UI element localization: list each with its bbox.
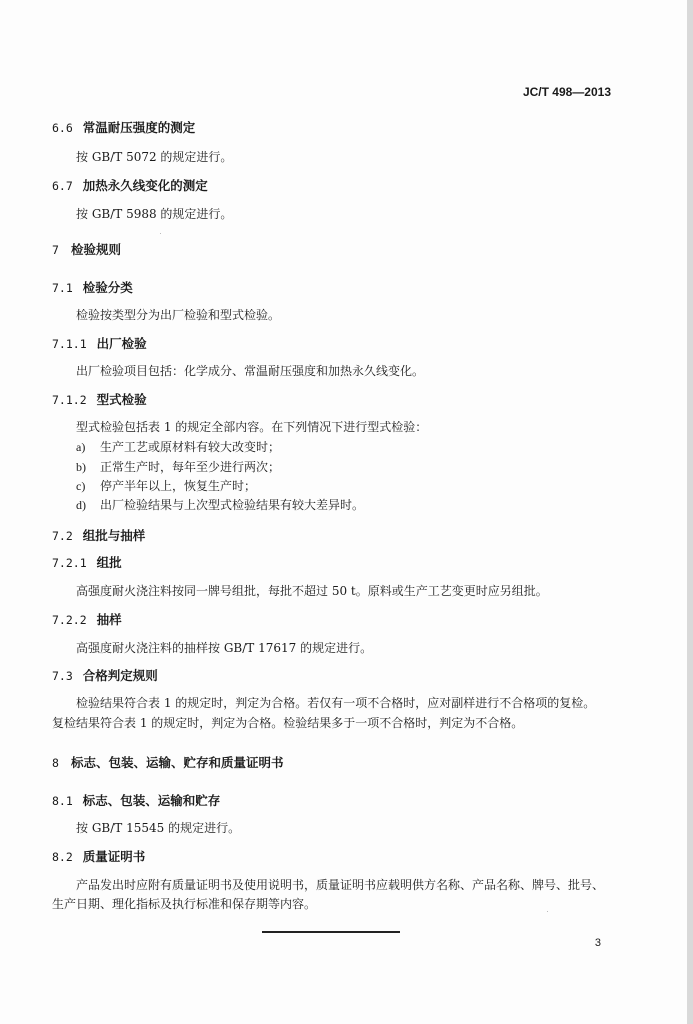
scan-speck [547, 911, 548, 912]
section-number: 6.6 [52, 121, 73, 135]
list-item [76, 458, 280, 475]
section-title: 常温耐压强度的测定 [82, 120, 196, 135]
heading-7-3 [52, 666, 158, 684]
paragraph-7-2-2: 高强度耐火浇注料的抽样按 GB/T 17617 的规定进行。 [76, 641, 373, 655]
section-title: 质量证明书 [82, 849, 146, 864]
list-item [76, 496, 364, 513]
section-title: 抽样 [96, 612, 122, 627]
heading-6-7 [52, 176, 208, 194]
list-marker: b) [76, 460, 86, 474]
paragraph-7-1-2: 型式检验包括表 1 的规定全部内容。在下列情况下进行型式检验： [76, 420, 428, 434]
section-title: 检验规则 [70, 242, 121, 257]
paragraph-7-2-1: 高强度耐火浇注料按同一牌号组批，每批不超过 50 t。原料或生产工艺变更时应另组批。 [76, 584, 548, 598]
paragraph-6-7: 按 GB/T 5988 的规定进行。 [76, 207, 233, 221]
page-edge [687, 0, 693, 1024]
standard-code: JC/T 498—2013 [522, 85, 611, 99]
section-title: 合格判定规则 [82, 668, 158, 683]
heading-7-1 [52, 278, 133, 296]
paragraph-7-3-line1: 检验结果符合表 1 的规定时，判定为合格。若仅有一项不合格时，应对副样进行不合格项的复检。 [76, 696, 596, 710]
section-number: 6.7 [52, 179, 73, 193]
heading-8-2 [52, 847, 145, 865]
heading-7-2 [52, 526, 145, 544]
section-number: 8 [52, 756, 59, 770]
paragraph-8-1: 按 GB/T 15545 的规定进行。 [76, 821, 241, 835]
page-number: 3 [594, 937, 601, 949]
paragraph-7-1-1: 出厂检验项目包括：化学成分、常温耐压强度和加热永久线变化。 [76, 364, 425, 378]
list-item [76, 438, 280, 455]
paragraph-8-2-line1: 产品发出时应附有质量证明书及使用说明书，质量证明书应载明供方名称、产品名称、牌号、批号、 [76, 878, 605, 892]
section-number: 7.1.1 [52, 337, 87, 351]
heading-7-2-1 [52, 553, 122, 571]
paragraph-7-3-line2: 复检结果符合表 1 的规定时，判定为合格。检验结果多于一项不合格时，判定为不合格。 [52, 716, 524, 730]
section-number: 8.2 [52, 850, 73, 864]
section-number: 7 [52, 243, 59, 257]
list-marker: d) [76, 498, 86, 512]
end-rule [262, 931, 400, 933]
section-title: 组批与抽样 [82, 528, 146, 543]
list-item [76, 477, 256, 494]
heading-7-1-1 [52, 334, 147, 352]
heading-8-1 [52, 791, 220, 809]
list-text: 生产工艺或原材料有较大改变时； [100, 440, 281, 454]
section-title: 组批 [96, 555, 122, 570]
section-number: 7.3 [52, 669, 73, 683]
heading-6-6 [52, 118, 195, 136]
section-number: 7.1.2 [52, 393, 87, 407]
paragraph-6-6: 按 GB/T 5072 的规定进行。 [76, 150, 233, 164]
heading-8 [52, 753, 283, 771]
heading-7-1-2 [52, 390, 147, 408]
list-text: 出厂检验结果与上次型式检验结果有较大差异时。 [100, 498, 365, 512]
section-title: 检验分类 [82, 280, 133, 295]
section-title: 出厂检验 [96, 336, 147, 351]
section-title: 标志、包装、运输、贮存和质量证明书 [70, 755, 284, 770]
list-text: 停产半年以上，恢复生产时； [100, 479, 257, 493]
list-text: 正常生产时，每年至少进行两次； [100, 460, 281, 474]
section-number: 7.2 [52, 529, 73, 543]
heading-7-2-2 [52, 610, 122, 628]
paragraph-8-2-line2: 生产日期、理化指标及执行标准和保存期等内容。 [52, 897, 317, 911]
list-marker: c) [76, 479, 86, 493]
list-marker: a) [76, 440, 86, 454]
section-number: 7.2.2 [52, 613, 87, 627]
section-title: 加热永久线变化的测定 [82, 178, 208, 193]
section-number: 7.2.1 [52, 556, 87, 570]
section-number: 8.1 [52, 794, 73, 808]
scan-speck [160, 233, 161, 234]
section-title: 标志、包装、运输和贮存 [82, 793, 221, 808]
heading-7 [52, 240, 121, 258]
section-title: 型式检验 [96, 392, 147, 407]
paragraph-7-1: 检验按类型分为出厂检验和型式检验。 [76, 308, 281, 322]
section-number: 7.1 [52, 281, 73, 295]
